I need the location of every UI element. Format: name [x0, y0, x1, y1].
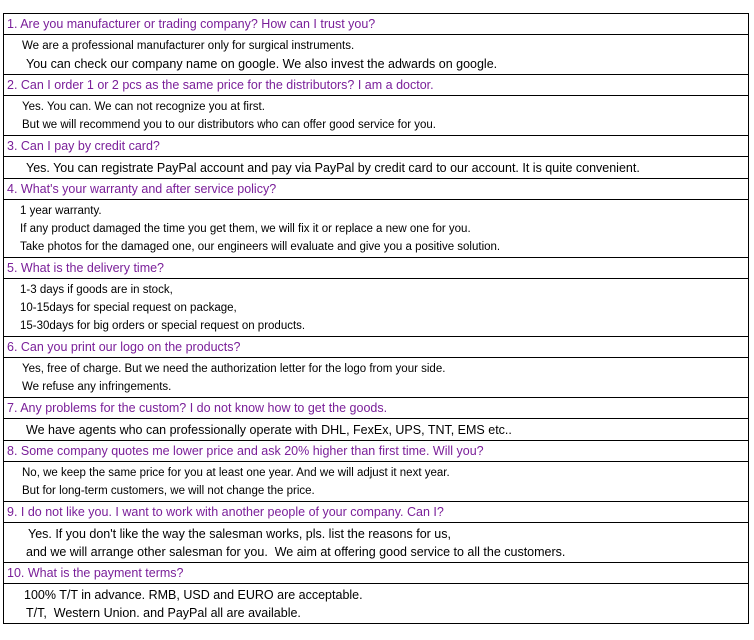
faq-answer-line: Take photos for the damaged one, our engineers will evaluate and give you a positive solution. [20, 241, 501, 253]
faq-item-3 [4, 135, 748, 178]
faq-item-5 [4, 257, 748, 336]
faq-answer-1 [4, 35, 748, 74]
faq-item-7 [4, 397, 748, 440]
faq-question-2: 2. Can I order 1 or 2 pcs as the same price for the distributors? I am a doctor. [4, 74, 748, 96]
faq-item-8 [4, 440, 748, 501]
faq-answer-9 [4, 523, 748, 562]
faq-answer-line: We have agents who can professionally operate with DHL, FexEx, UPS, TNT, EMS etc.. [26, 423, 512, 437]
faq-answer-line: 10-15days for special request on package, [20, 302, 237, 314]
faq-answer-3 [4, 157, 748, 178]
faq-item-6 [4, 336, 748, 397]
faq-answer-line: Yes. You can. We can not recognize you at first. [22, 101, 265, 113]
faq-answer-line: 100% T/T in advance. RMB, USD and EURO are acceptable. [24, 588, 363, 602]
faq-question-4: 4. What's your warranty and after service policy? [4, 178, 748, 200]
faq-answer-7 [4, 419, 748, 440]
faq-question-7: 7. Any problems for the custom? I do not know how to get the goods. [4, 397, 748, 419]
faq-answer-line: We are a professional manufacturer only for surgical instruments. [22, 40, 355, 52]
faq-answer-line: If any product damaged the time you get them, we will fix it or replace a new one for you. [20, 223, 471, 235]
faq-item-9 [4, 501, 748, 562]
faq-answer-8 [4, 462, 748, 501]
faq-item-2 [4, 74, 748, 135]
faq-answer-6 [4, 358, 748, 397]
faq-answer-line: 15-30days for big orders or special request on products. [20, 320, 306, 332]
faq-question-1: 1. Are you manufacturer or trading company? How can I trust you? [4, 13, 748, 35]
faq-item-1 [4, 13, 748, 74]
faq-question-5: 5. What is the delivery time? [4, 257, 748, 279]
faq-answer-line: But we will recommend you to our distributors who can offer good service for you. [22, 119, 436, 131]
faq-table [3, 13, 749, 624]
faq-item-4 [4, 178, 748, 257]
faq-question-8: 8. Some company quotes me lower price and ask 20% higher than first time. Will you? [4, 440, 748, 462]
faq-answer-2 [4, 96, 748, 135]
faq-answer-line: Yes. You can registrate PayPal account and pay via PayPal by credit card to our account. It is quite convenient. [26, 161, 640, 175]
faq-answer-5 [4, 279, 748, 336]
faq-answer-line: Yes. If you don't like the way the salesman works, pls. list the reasons for us, [28, 527, 451, 541]
faq-question-10: 10. What is the payment terms? [4, 562, 748, 584]
faq-answer-line: Yes, free of charge. But we need the authorization letter for the logo from your side. [22, 363, 446, 375]
faq-answer-line: 1 year warranty. [20, 205, 102, 217]
faq-answer-line: and we will arrange other salesman for you. We aim at offering good service to all the customers. [26, 545, 566, 559]
faq-answer-line: No, we keep the same price for you at least one year. And we will adjust it next year. [22, 467, 450, 479]
faq-answer-line: 1-3 days if goods are in stock, [20, 284, 173, 296]
faq-answer-line: T/T, Western Union. and PayPal all are available. [26, 606, 301, 620]
faq-answer-10 [4, 584, 748, 623]
faq-answer-line: But for long-term customers, we will not change the price. [22, 485, 315, 497]
faq-answer-line: We refuse any infringements. [22, 381, 172, 393]
faq-answer-line: You can check our company name on google. We also invest the adwards on google. [26, 57, 498, 71]
faq-answer-4 [4, 200, 748, 257]
faq-question-3: 3. Can I pay by credit card? [4, 135, 748, 157]
faq-question-6: 6. Can you print our logo on the products? [4, 336, 748, 358]
faq-question-9: 9. I do not like you. I want to work with another people of your company. Can I? [4, 501, 748, 523]
faq-item-10 [4, 562, 748, 623]
